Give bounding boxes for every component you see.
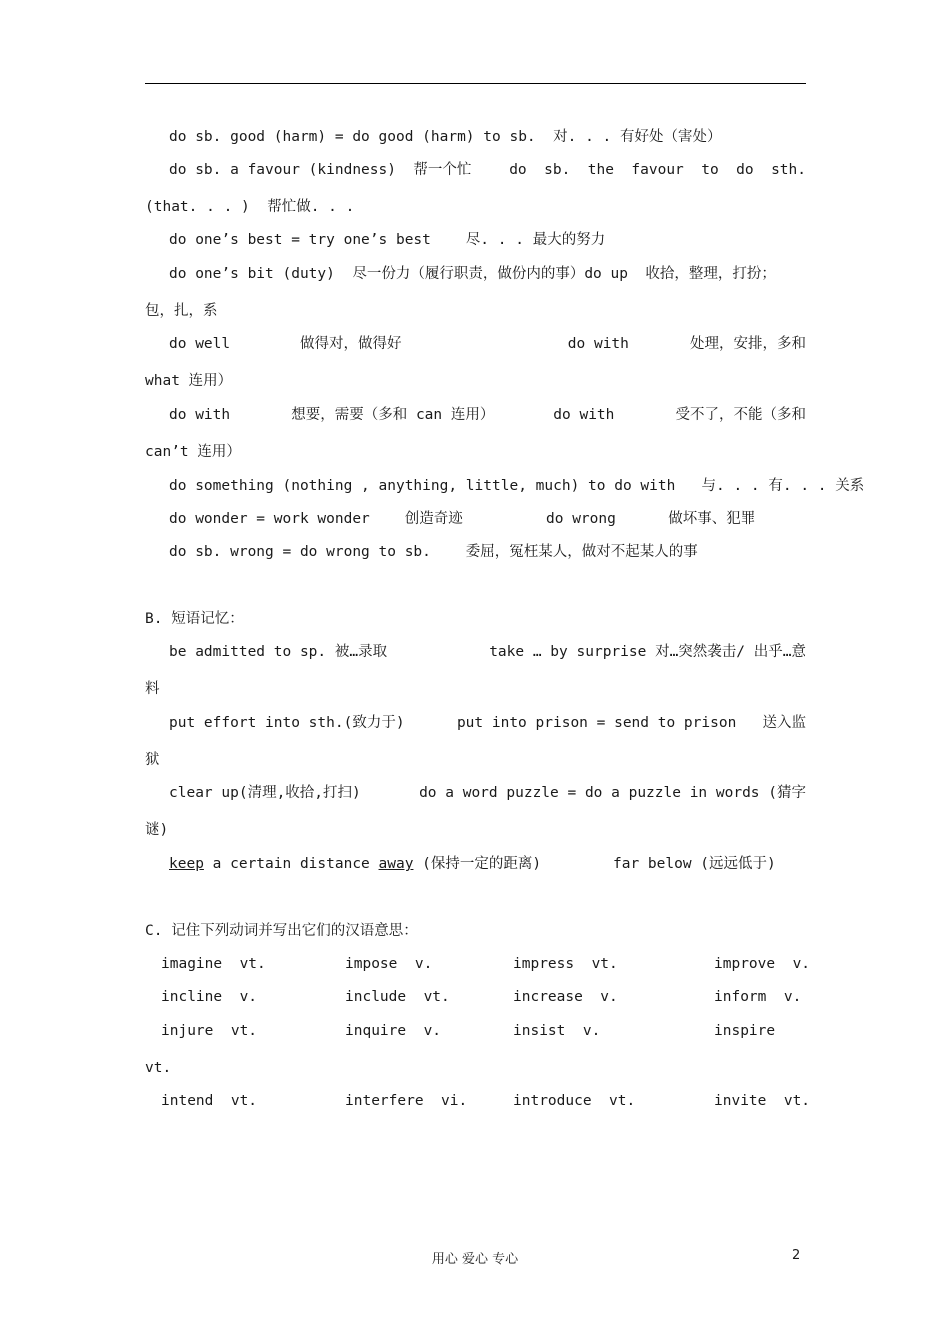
phrase-line: 包，扎，系 bbox=[145, 303, 218, 319]
phrase-line: do wonder = work wonder 创造奇迹 bbox=[169, 511, 463, 527]
verb-item: increase v. bbox=[513, 989, 618, 1005]
header-rule bbox=[145, 83, 806, 84]
underlined-away: away bbox=[378, 856, 414, 872]
page-number: 2 bbox=[792, 1248, 801, 1263]
phrase-line: can’t 连用） bbox=[145, 444, 241, 460]
verb-item: interfere vi. bbox=[345, 1093, 468, 1109]
phrase-line: do one’s best = try one’s best 尽. . . 最大的努力 bbox=[169, 232, 606, 248]
verb-item: intend vt. bbox=[161, 1093, 258, 1109]
phrase-line: far below (远远低于) bbox=[613, 856, 776, 872]
phrase-line: what 连用） bbox=[145, 373, 233, 389]
verb-item: inquire v. bbox=[345, 1023, 442, 1039]
phrase-line: do a word puzzle = do a puzzle in words (猜字 bbox=[419, 785, 806, 801]
verb-item: improve v. bbox=[714, 956, 811, 972]
verb-item: impose v. bbox=[345, 956, 433, 972]
phrase-text: a certain distance bbox=[203, 856, 379, 872]
phrase-line: do sb. the favour to do sth. bbox=[509, 162, 806, 178]
phrase-line: put into prison = send to prison 送入监 bbox=[456, 715, 806, 731]
verb-item: include vt. bbox=[345, 989, 450, 1005]
underlined-keep: keep bbox=[169, 856, 204, 872]
verb-item: impress vt. bbox=[513, 956, 618, 972]
phrase-line: do something (nothing , anything, little, much) to do with 与. . . 有. . . 关系 bbox=[169, 478, 865, 494]
phrase-line: do with 想要，需要（多和 can 连用） bbox=[169, 407, 495, 423]
verb-item: incline v. bbox=[161, 989, 258, 1005]
phrase-line: take … by surprise 对…突然袭击/ 出乎…意 bbox=[489, 644, 806, 660]
phrase-line bbox=[169, 854, 541, 874]
verb-item: inspire bbox=[714, 1023, 776, 1039]
verb-item-wrap: vt. bbox=[145, 1060, 172, 1076]
phrase-line: 狱 bbox=[145, 752, 160, 768]
phrase-line: 料 bbox=[145, 681, 160, 697]
verb-item: introduce vt. bbox=[513, 1093, 636, 1109]
phrase-line: 谜) bbox=[145, 822, 169, 838]
section-c-heading: C. 记住下列动词并写出它们的汉语意思： bbox=[145, 923, 418, 939]
verb-item: injure vt. bbox=[161, 1023, 258, 1039]
phrase-line: do sb. good (harm) = do good (harm) to sb. 对. . . 有好处（害处） bbox=[169, 129, 722, 145]
phrase-line: do sb. wrong = do wrong to sb. 委屈，冤枉某人，做对不起某人的事 bbox=[169, 544, 698, 560]
phrase-line: (that. . . ) 帮忙做. . . bbox=[145, 199, 355, 215]
section-b-heading: B. 短语记忆： bbox=[145, 611, 244, 627]
phrase-line: clear up(清理,收拾,打扫) bbox=[169, 785, 361, 801]
phrase-line: do one’s bit (duty) 尽一份力（履行职责，做份内的事）do up 收拾，整理，打扮； bbox=[169, 266, 776, 282]
phrase-line: do wrong 做坏事、犯罪 bbox=[546, 511, 756, 527]
verb-item: insist v. bbox=[513, 1023, 601, 1039]
phrase-line: do with 受不了，不能（多和 bbox=[553, 407, 806, 423]
phrase-line: do well 做得对，做得好 bbox=[169, 336, 402, 352]
phrase-line: put effort into sth.(致力于) bbox=[169, 715, 405, 731]
phrase-text: (保持一定的距离) bbox=[413, 856, 542, 872]
verb-item: imagine vt. bbox=[161, 956, 266, 972]
verb-item: invite vt. bbox=[714, 1093, 811, 1109]
phrase-line: do with 处理，安排，多和 bbox=[567, 336, 806, 352]
phrase-line: be admitted to sp. 被…录取 bbox=[169, 644, 388, 660]
footer-text: 用心 爱心 专心 bbox=[431, 1252, 519, 1267]
phrase-line: do sb. a favour (kindness) 帮一个忙 bbox=[169, 162, 472, 178]
verb-item: inform v. bbox=[714, 989, 802, 1005]
